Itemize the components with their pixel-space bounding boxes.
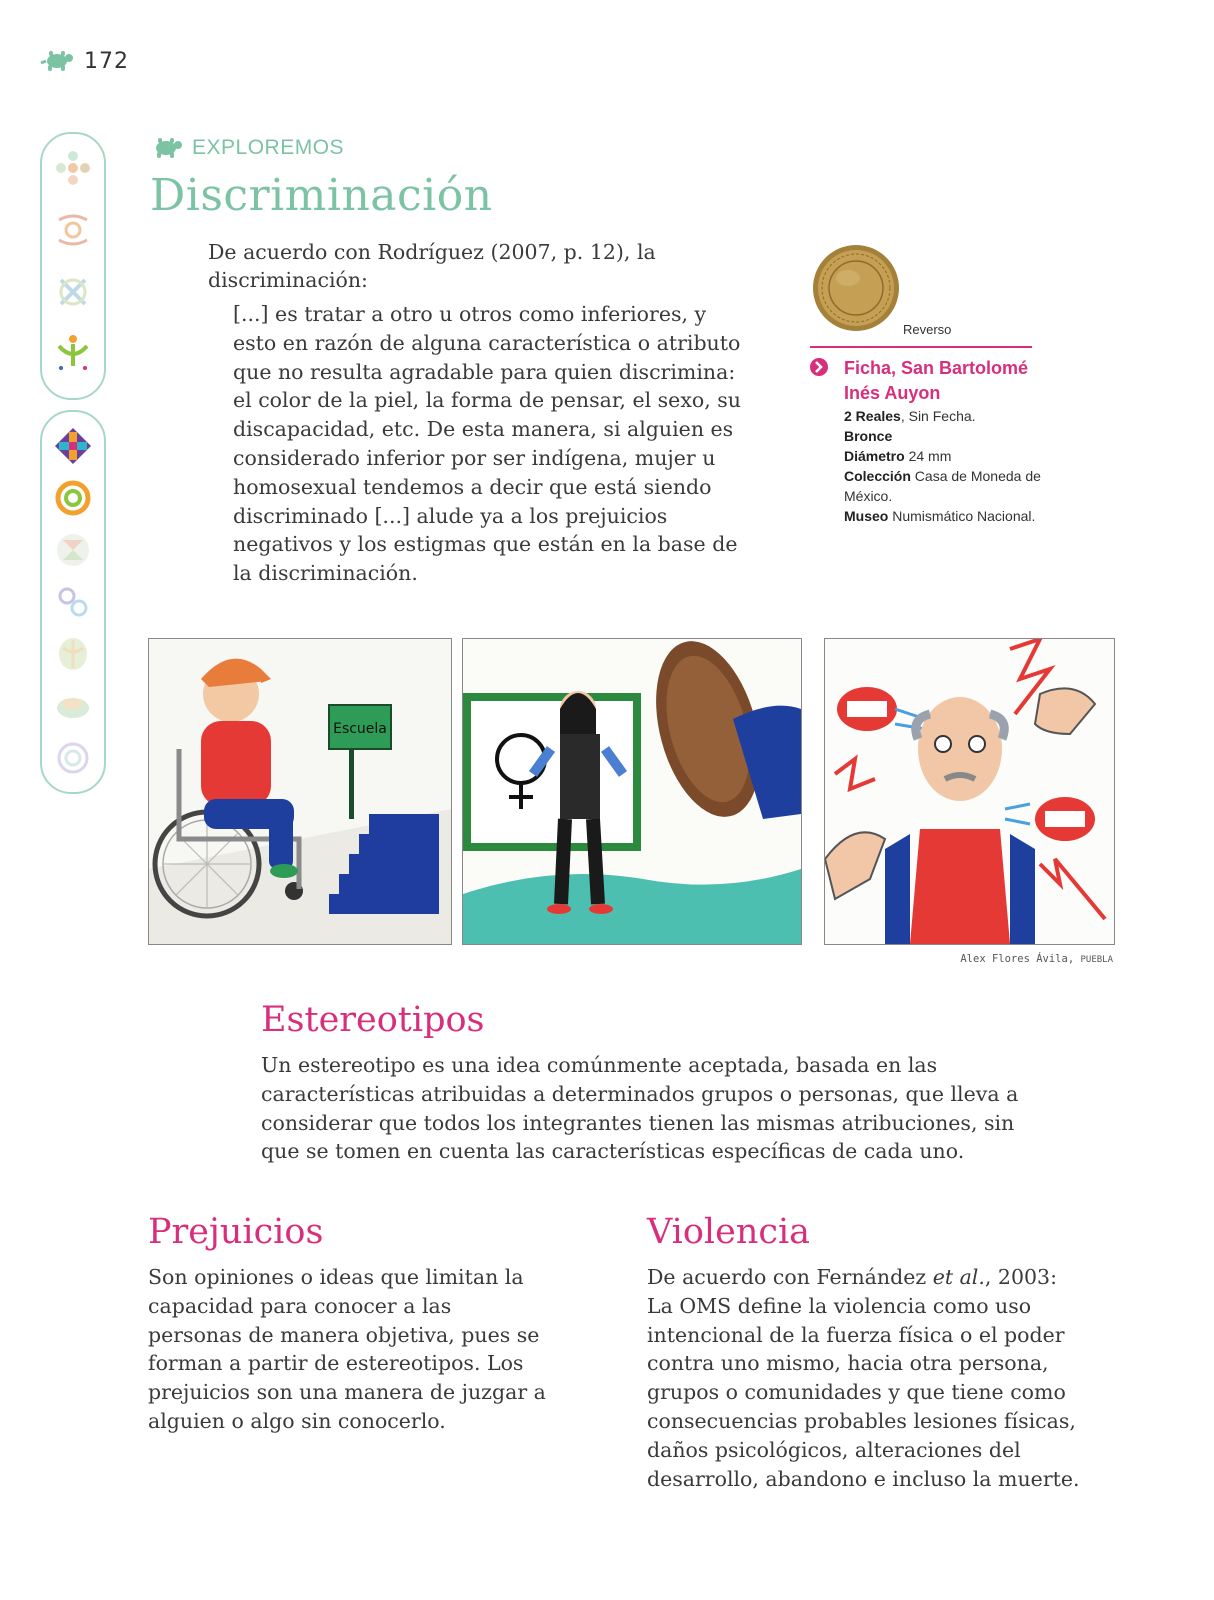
- coin-details: [844, 356, 1044, 526]
- person-arms-icon: [53, 332, 93, 372]
- flower-icon: [53, 148, 93, 188]
- coin-material: Bronce: [844, 428, 893, 444]
- hourglass-icon: [53, 530, 93, 570]
- chevron-right-icon: [810, 358, 828, 376]
- sun-figure-icon: [53, 210, 93, 250]
- page-title: Discriminación: [150, 170, 493, 221]
- page-number: 172: [84, 48, 129, 74]
- violencia-intro: De acuerdo con Fernández et al., 2003:: [647, 1265, 1057, 1289]
- coin-image: [812, 244, 900, 332]
- coin-museum: Museo Numismático Nacional.: [844, 508, 1036, 524]
- coin-divider: [810, 346, 1032, 348]
- coin-title-line2: Inés Auyon: [844, 383, 941, 403]
- loops-icon: [53, 582, 93, 622]
- coin-caption: Reverso: [903, 322, 952, 337]
- prejuicios-heading: Prejuicios: [148, 1212, 324, 1252]
- illustration-credit: Alex Flores Ávila, PUEBLA: [960, 953, 1113, 965]
- section-label-text: EXPLOREMOS: [192, 136, 345, 159]
- spiral-icon: [53, 738, 93, 778]
- diamond-cross-icon: [53, 426, 93, 466]
- section-label: [150, 136, 344, 160]
- quote-text: [...] es tratar a otro u otros como inferiores, y esto en razón de alguna característica o atributo que no resulta agradable para quien discrimina: el color de la piel, la forma de pensar, el sexo, su discapacidad, etc. De esta manera, si alguien es considerado inferior por ser indígena, mujer u homosexual tendemos a decir que está siendo discriminado [...] alude ya a los prejuicios negativos y los estigmas que están en la base de la discriminación.: [233, 302, 741, 586]
- sidebar-top-group: [40, 132, 106, 400]
- leaf-shell-icon: [53, 634, 93, 674]
- estereotipos-heading: Estereotipos: [261, 1000, 485, 1040]
- estereotipos-text: Un estereotipo es una idea comúnmente aceptada, basada en las características atribuidas a determinados grupos o personas, que lleva a considerar que todos los integrantes tienen las mismas atribuciones, sin que se tomen en cuenta las características específicas de cada uno.: [261, 1053, 1019, 1164]
- turtle-logo-icon: [40, 48, 76, 74]
- sign-text: Escuela: [333, 721, 387, 737]
- sidebar-bottom-group: [40, 410, 106, 794]
- turtle-logo-icon: [150, 136, 186, 160]
- coin-title-line1: Ficha, San Bartolomé: [844, 358, 1029, 378]
- intro-text: De acuerdo con Rodríguez (2007, p. 12), la discriminación:: [208, 240, 656, 292]
- violencia-block: [647, 1263, 1092, 1493]
- coin-collection: Colección Casa de Moneda de México.: [844, 468, 1041, 504]
- violencia-heading: Violencia: [647, 1212, 811, 1252]
- coin-diameter: Diámetro 24 mm: [844, 448, 952, 464]
- people-circle-icon: [53, 272, 93, 312]
- illustration-woman: [462, 638, 802, 945]
- illustration-old-man: [824, 638, 1115, 945]
- ring-icon: [53, 478, 93, 518]
- turtle-shell-icon: [53, 686, 93, 726]
- page-header: [40, 48, 129, 74]
- prejuicios-text: Son opiniones o ideas que limitan la capacidad para conocer a las personas de manera objetiva, pues se forman a partir de estereotipos. Los prejuicios son una manera de juzgar a alguien o algo sin conocerlo.: [148, 1265, 546, 1433]
- illustration-wheelchair: [148, 638, 452, 945]
- coin-denomination: 2 Reales, Sin Fecha.: [844, 408, 976, 424]
- violencia-text: La OMS define la violencia como uso intencional de la fuerza física o el poder contra uno mismo, hacia otra persona, grupos o comunidades y que tiene como consecuencias probables lesiones físicas, daños psicológicos, alteraciones del desarrollo, abandono e incluso la muerte.: [647, 1293, 1080, 1491]
